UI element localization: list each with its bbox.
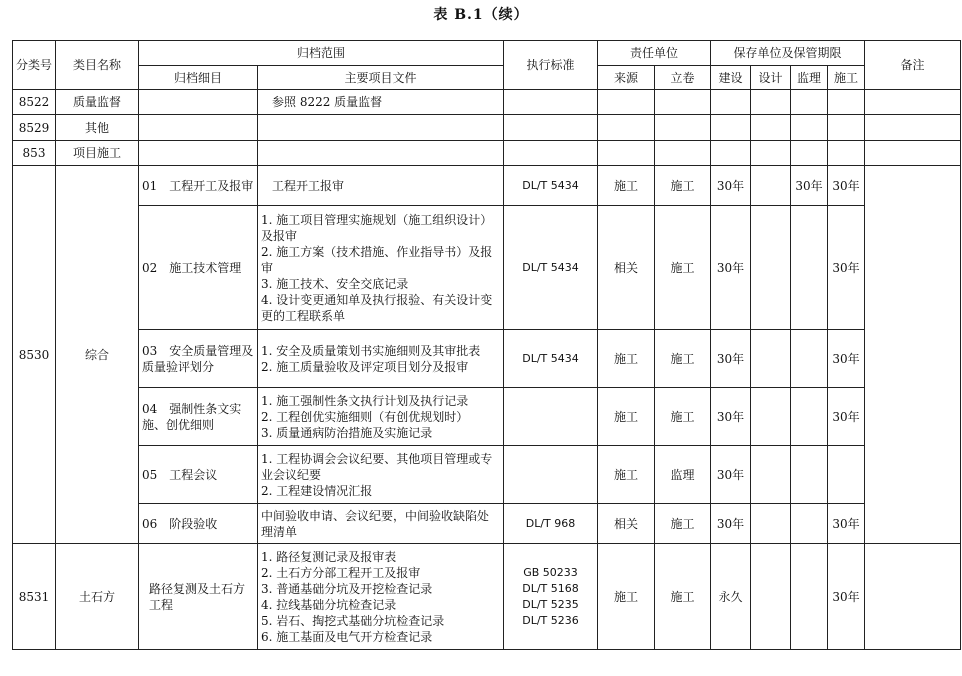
row-name: 质量监督 <box>56 90 139 115</box>
row-name: 其他 <box>56 115 139 141</box>
row-detail: 01 工程开工及报审 <box>139 166 258 206</box>
header-row-2 <box>13 66 961 90</box>
row-build: 30年 <box>711 446 751 504</box>
table-row <box>13 90 961 115</box>
row-source: 施工 <box>598 330 655 388</box>
row-supervise <box>791 544 828 650</box>
row-code: 8530 <box>13 166 56 544</box>
header-standard: 执行标准 <box>504 41 598 90</box>
row-filing: 监理 <box>655 446 711 504</box>
table-row <box>13 206 961 330</box>
row-build: 30年 <box>711 206 751 330</box>
header-files: 主要项目文件 <box>258 66 504 90</box>
row-source: 相关 <box>598 504 655 544</box>
row-standard: DL/T 5434 <box>504 206 598 330</box>
header-source: 来源 <box>598 66 655 90</box>
row-design <box>751 388 791 446</box>
table-row <box>13 166 961 206</box>
row-name: 项目施工 <box>56 141 139 166</box>
header-name: 类目名称 <box>56 41 139 90</box>
row-supervise: 30年 <box>791 166 828 206</box>
row-source: 相关 <box>598 206 655 330</box>
header-design: 设计 <box>751 66 791 90</box>
row-detail: 05 工程会议 <box>139 446 258 504</box>
row-filing: 施工 <box>655 166 711 206</box>
row-files: 1. 工程协调会会议纪要、其他项目管理或专业会议纪要 2. 工程建设情况汇报 <box>258 446 504 504</box>
row-remark <box>865 166 961 544</box>
header-row-1 <box>13 41 961 66</box>
archive-table <box>12 40 961 650</box>
table-row <box>13 504 961 544</box>
row-construct: 30年 <box>828 206 865 330</box>
row-supervise <box>791 388 828 446</box>
row-standard: GB 50233 DL/T 5168 DL/T 5235 DL/T 5236 <box>504 544 598 650</box>
row-standard <box>504 388 598 446</box>
row-construct: 30年 <box>828 166 865 206</box>
header-keep: 保存单位及保管期限 <box>711 41 865 66</box>
row-detail: 路径复测及土石方工程 <box>139 544 258 650</box>
row-filing: 施工 <box>655 504 711 544</box>
header-supervise: 监理 <box>791 66 828 90</box>
row-detail: 02 施工技术管理 <box>139 206 258 330</box>
row-construct: 30年 <box>828 544 865 650</box>
header-remark: 备注 <box>865 41 961 90</box>
row-build: 30年 <box>711 504 751 544</box>
header-scope: 归档范围 <box>139 41 504 66</box>
row-code: 8522 <box>13 90 56 115</box>
row-build: 30年 <box>711 166 751 206</box>
header-detail: 归档细目 <box>139 66 258 90</box>
table-row <box>13 388 961 446</box>
row-source: 施工 <box>598 166 655 206</box>
row-standard <box>504 446 598 504</box>
row-standard: DL/T 5434 <box>504 166 598 206</box>
header-code: 分类号 <box>13 41 56 90</box>
row-construct: 30年 <box>828 504 865 544</box>
row-code: 8529 <box>13 115 56 141</box>
table-row <box>13 141 961 166</box>
row-name: 土石方 <box>56 544 139 650</box>
row-files: 中间验收申请、会议纪要，中间验收缺陷处理清单 <box>258 504 504 544</box>
row-filing: 施工 <box>655 544 711 650</box>
row-design <box>751 446 791 504</box>
row-design <box>751 206 791 330</box>
header-construct: 施工 <box>828 66 865 90</box>
row-remark <box>865 544 961 650</box>
row-build: 永久 <box>711 544 751 650</box>
header-resp: 责任单位 <box>598 41 711 66</box>
row-supervise <box>791 330 828 388</box>
row-detail: 03 安全质量管理及质量验评划分 <box>139 330 258 388</box>
row-construct: 30年 <box>828 388 865 446</box>
row-design <box>751 504 791 544</box>
row-name: 综合 <box>56 166 139 544</box>
row-detail: 06 阶段验收 <box>139 504 258 544</box>
row-files: 工程开工报审 <box>258 166 504 206</box>
table-row <box>13 115 961 141</box>
row-supervise <box>791 446 828 504</box>
row-files: 1. 施工强制性条文执行计划及执行记录 2. 工程创优实施细则（有创优规划时） 3. 质量通病防治措施及实施记录 <box>258 388 504 446</box>
row-supervise <box>791 504 828 544</box>
row-standard: DL/T 5434 <box>504 330 598 388</box>
row-files: 1. 安全及质量策划书实施细则及其审批表 2. 施工质量验收及评定项目划分及报审 <box>258 330 504 388</box>
row-design <box>751 544 791 650</box>
row-design <box>751 330 791 388</box>
row-code: 8531 <box>13 544 56 650</box>
table-row <box>13 446 961 504</box>
row-files: 1. 施工项目管理实施规划（施工组织设计）及报审 2. 施工方案（技术措施、作业指导书）及报审 3. 施工技术、安全交底记录 4. 设计变更通知单及执行报验、有关设计变更的工程联系单 <box>258 206 504 330</box>
row-filing: 施工 <box>655 388 711 446</box>
row-design <box>751 166 791 206</box>
row-detail <box>139 90 258 115</box>
row-construct <box>828 446 865 504</box>
row-source: 施工 <box>598 388 655 446</box>
row-filing: 施工 <box>655 206 711 330</box>
table-title: 表 B.1（续） <box>433 7 529 23</box>
table-row <box>13 544 961 650</box>
row-supervise <box>791 206 828 330</box>
row-build: 30年 <box>711 388 751 446</box>
row-source: 施工 <box>598 544 655 650</box>
header-build: 建设 <box>711 66 751 90</box>
row-files: 1. 路径复测记录及报审表 2. 土石方分部工程开工及报审 3. 普通基础分坑及开挖检查记录 4. 拉线基础分坑检查记录 5. 岩石、掏挖式基础分坑检查记录 6. 施工基面及电气开方检查记录 <box>258 544 504 650</box>
header-filing: 立卷 <box>655 66 711 90</box>
row-code: 853 <box>13 141 56 166</box>
row-filing: 施工 <box>655 330 711 388</box>
row-files: 参照 8222 质量监督 <box>258 90 504 115</box>
row-build: 30年 <box>711 330 751 388</box>
row-standard: DL/T 968 <box>504 504 598 544</box>
row-source: 施工 <box>598 446 655 504</box>
row-detail: 04 强制性条文实施、创优细则 <box>139 388 258 446</box>
row-construct: 30年 <box>828 330 865 388</box>
table-row <box>13 330 961 388</box>
